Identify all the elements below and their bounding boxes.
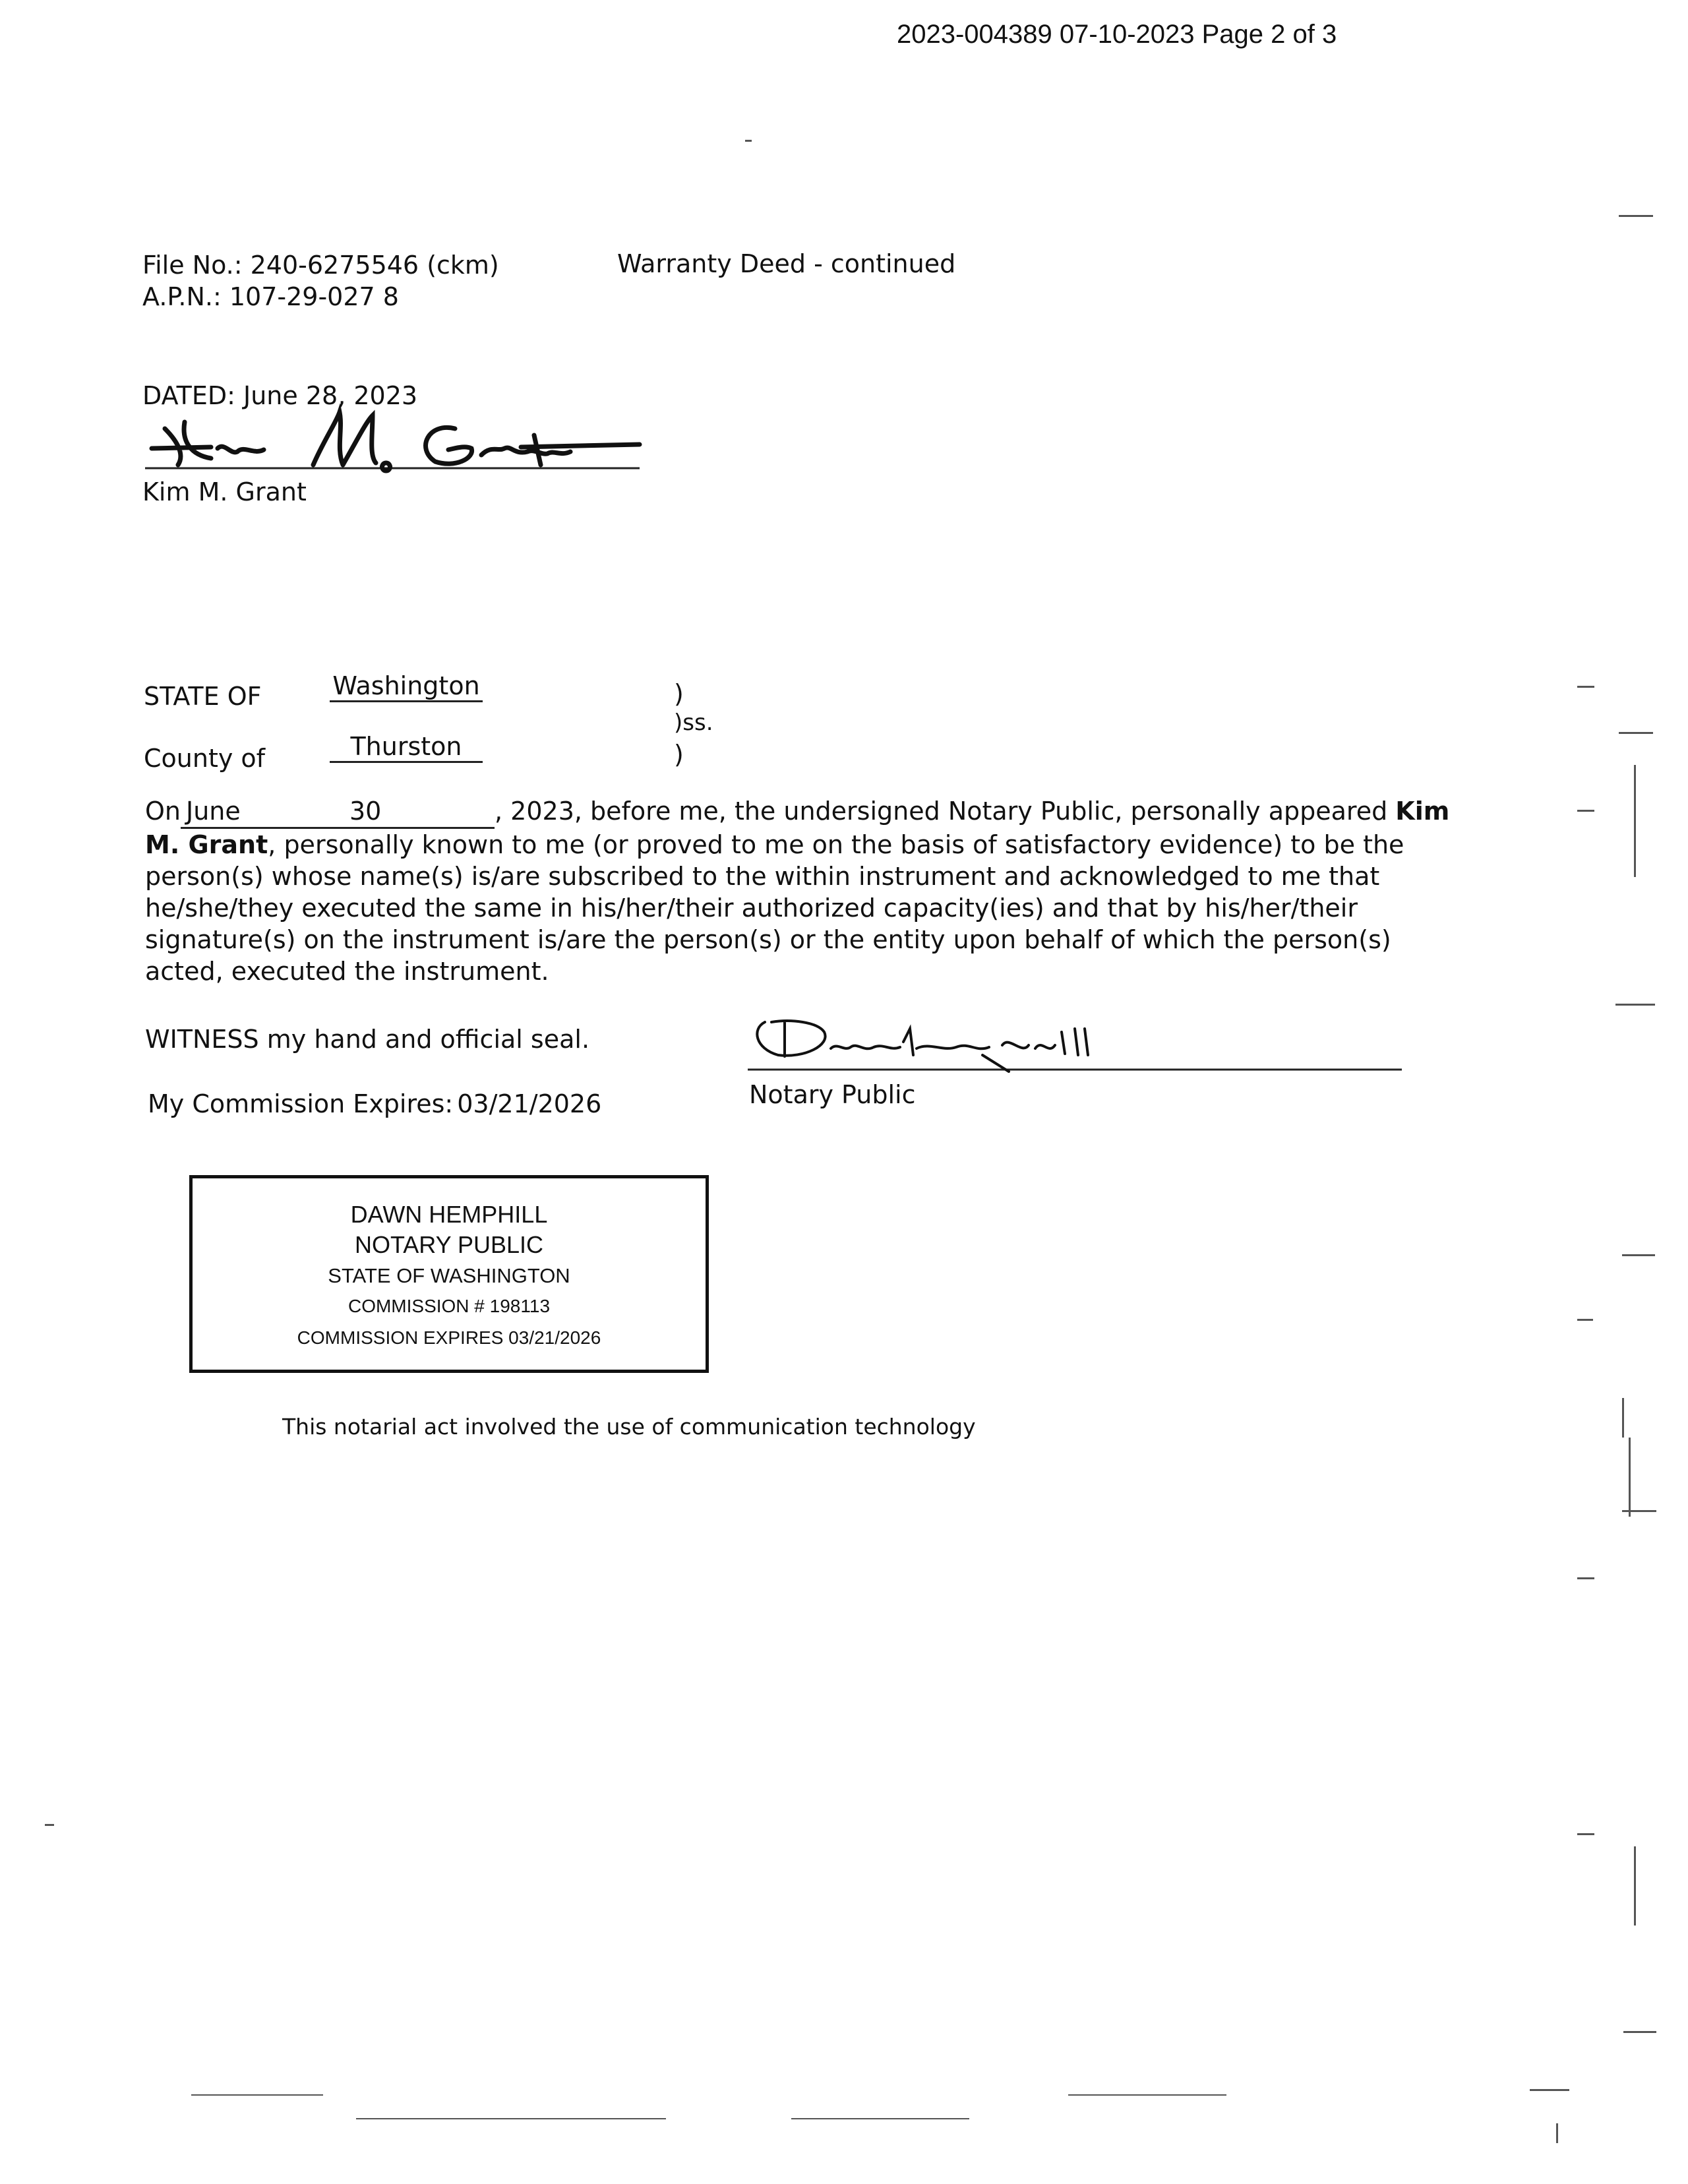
grantor-printed-name: Kim M. Grant xyxy=(142,477,307,506)
stamp-title: NOTARY PUBLIC xyxy=(354,1231,544,1258)
stamp-state: STATE OF WASHINGTON xyxy=(328,1264,570,1287)
ack-year-text: , 2023, before me, the undersigned Notary Public, personally appeared xyxy=(495,797,1388,826)
venue-paren-bottom: ) xyxy=(674,740,684,769)
county-value: Thurston xyxy=(330,732,483,763)
venue-ss: )ss. xyxy=(674,710,713,736)
ack-name-part2: M. Grant xyxy=(145,830,268,859)
notary-signature xyxy=(745,1009,1411,1081)
ack-on: On xyxy=(145,797,181,826)
state-value: Washington xyxy=(330,671,483,702)
file-number: File No.: 240-6275546 (ckm) xyxy=(142,251,499,280)
ack-line-4: he/she/they executed the same in his/her/their authorized capacity(ies) and that by his/her/their xyxy=(145,894,1358,923)
stamp-commission-number: COMMISSION # 198113 xyxy=(347,1296,551,1316)
ack-month: June xyxy=(181,795,326,829)
ack-line-3: person(s) whose name(s) is/are subscribed to the within instrument and acknowledged to me that xyxy=(145,862,1380,891)
notary-public-label: Notary Public xyxy=(749,1080,916,1109)
document-title: Warranty Deed - continued xyxy=(617,249,956,278)
stamp-commission-expires: COMMISSION EXPIRES 03/21/2026 xyxy=(297,1327,601,1348)
ack-line-1 xyxy=(145,795,1450,829)
notarial-act-note: This notarial act involved the use of communication technology xyxy=(282,1414,976,1440)
witness-text: WITNESS my hand and official seal. xyxy=(145,1025,590,1054)
grantor-signature xyxy=(138,402,686,475)
venue-paren-top: ) xyxy=(674,679,684,708)
apn-number: A.P.N.: 107-29-027 8 xyxy=(142,282,399,311)
ack-line1-rest: , personally known to me (or proved to me on the basis of satisfactory evidence) to be the xyxy=(268,830,1404,859)
commission-date: 03/21/2026 xyxy=(457,1089,602,1118)
ack-line-2 xyxy=(145,829,1404,861)
commission-expires-line xyxy=(148,1089,601,1118)
ack-day: 30 xyxy=(326,795,495,829)
state-label: STATE OF xyxy=(144,682,262,711)
commission-label: My Commission Expires: xyxy=(148,1089,454,1118)
ack-line-6: acted, executed the instrument. xyxy=(145,957,549,986)
acknowledgment-paragraph xyxy=(145,795,1450,987)
ack-line-5: signature(s) on the instrument is/are the person(s) or the entity upon behalf of which the person(s) xyxy=(145,925,1391,954)
recording-stamp: 2023-004389 07-10-2023 Page 2 of 3 xyxy=(897,20,1337,49)
stamp-name: DAWN HEMPHILL xyxy=(350,1201,548,1228)
notary-stamp xyxy=(189,1175,709,1373)
county-label: County of xyxy=(144,744,266,773)
ack-name-part1: Kim xyxy=(1395,797,1450,826)
dated-line: DATED: June 28, 2023 xyxy=(142,381,418,410)
